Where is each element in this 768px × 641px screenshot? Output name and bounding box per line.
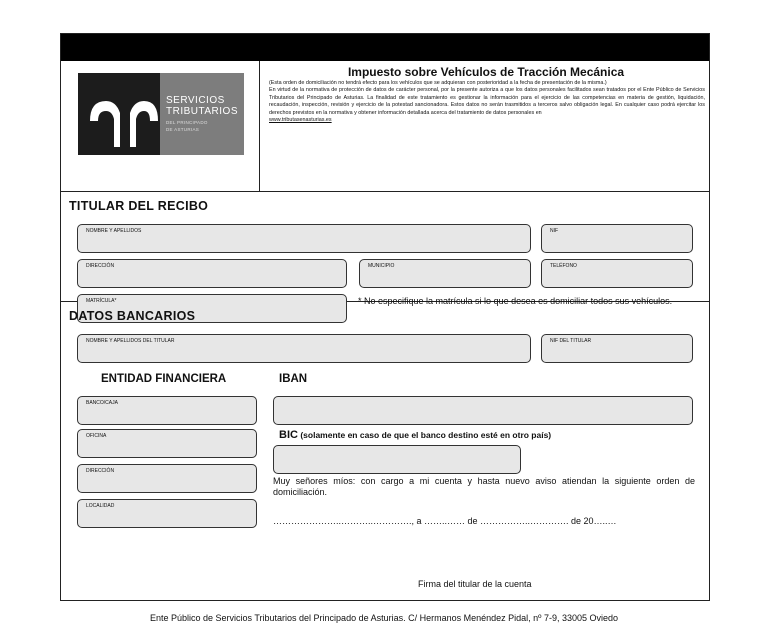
bic-heading: [279, 429, 551, 441]
titular-section: [61, 191, 709, 302]
logo-text-servicios: SERVICIOS: [166, 95, 225, 106]
titular-section-title: TITULAR DEL RECIBO: [69, 199, 209, 213]
note-data-protection: En virtud de la normativa de protección de datos de carácter personal, por la presente autoriza a que los datos personales facilitados sean tratados por el Ente Público de Servicios Tributarios del Principado de Asturias. La finalidad de este tratamiento es gestionar la información para el ejercicio de las competencias en materia de gestión, liquidación, recaudación, inspección, revisión y ejercicio de la potestad sancionadora. Estos datos no serán trasmitidos a terceros salvo obligación legal. En cualquier caso podrá ejercitar los derechos previstos en la normativa y obtener información detallada acerca del tratamiento de datos personales en: [269, 87, 705, 116]
servicios-tributarios-logo: [78, 73, 244, 155]
titular-nombre-field[interactable]: [77, 224, 531, 253]
bancarios-section: [61, 301, 709, 600]
bancarios-section-title: DATOS BANCARIOS: [69, 309, 196, 323]
bic-title: BIC: [279, 429, 298, 441]
logo-cell: [61, 61, 260, 191]
titular-telefono-label: TELÉFONO: [550, 263, 577, 269]
note-validity: (Esta orden de domiciliación no tendrá efecto para los vehículos que se adquieran con posterioridad a la fecha de presentación de la misma.): [269, 80, 607, 86]
titular-direccion-field[interactable]: [77, 259, 347, 288]
titular-matricula-label: MATRÍCULA*: [86, 298, 117, 304]
banco-caja-label: BANCO/CAJA: [86, 400, 118, 406]
logo-text-principado: DEL PRINCIPADO: [166, 120, 208, 125]
bancarios-nombre-field[interactable]: [77, 334, 531, 363]
domiciliacion-form: [60, 33, 710, 601]
bancarios-nif-field[interactable]: [541, 334, 693, 363]
titular-nif-label: NIF: [550, 228, 559, 234]
titular-direccion-label: DIRECCIÓN: [86, 263, 115, 269]
bancarios-nif-label: NIF DEL TITULAR: [550, 338, 592, 344]
logo-text-asturias: DE ASTURIAS: [166, 127, 200, 132]
logo-text-tributarios: TRIBUTARIOS: [166, 106, 238, 117]
titular-nif-field[interactable]: [541, 224, 693, 253]
titular-municipio-field[interactable]: [359, 259, 531, 288]
bic-note: (solamente en caso de que el banco destino esté en otro país): [300, 430, 552, 440]
oficina-field[interactable]: [77, 429, 257, 458]
titular-nombre-label: NOMBRE Y APELLIDOS: [86, 228, 142, 234]
order-text: Muy señores míos: con cargo a mi cuenta y hasta nuevo aviso atiendan la siguiente orden de domiciliación.: [273, 476, 695, 497]
date-line[interactable]: …………………..………..…………., a ……..…… de ……………..…………. de 20…..…: [273, 516, 617, 526]
titular-telefono-field[interactable]: [541, 259, 693, 288]
iban-title: IBAN: [279, 373, 308, 385]
entidad-financiera-title: ENTIDAD FINANCIERA: [101, 373, 227, 385]
localidad-field[interactable]: [77, 499, 257, 528]
top-black-bar: [61, 34, 709, 61]
entidad-direccion-label: DIRECCIÓN: [86, 468, 115, 474]
footer-address: Ente Público de Servicios Tributarios del Principado de Asturias. C/ Hermanos Menéndez Pidal, nº 7-9, 33005 Oviedo: [149, 613, 619, 623]
form-title: Impuesto sobre Vehículos de Tracción Mecánica: [347, 65, 625, 79]
privacy-note: [269, 80, 705, 124]
form-header: [61, 61, 709, 192]
oficina-label: OFICINA: [86, 433, 107, 439]
banco-caja-field[interactable]: [77, 396, 257, 425]
entidad-direccion-field[interactable]: [77, 464, 257, 493]
iban-field[interactable]: [273, 396, 693, 425]
localidad-label: LOCALIDAD: [86, 503, 115, 509]
matricula-note: * No especifique la matrícula si lo que desea es domiciliar todos sus vehículos.: [358, 296, 673, 306]
bancarios-nombre-label: NOMBRE Y APELLIDOS DEL TITULAR: [86, 338, 175, 344]
titular-municipio-label: MUNICIPIO: [368, 263, 395, 269]
bic-field[interactable]: [273, 445, 521, 474]
firma-label: Firma del titular de la cuenta: [418, 579, 532, 589]
tributas-link[interactable]: www.tributasenasturias.es: [269, 117, 332, 124]
logo-symbol-icon: [86, 87, 160, 147]
